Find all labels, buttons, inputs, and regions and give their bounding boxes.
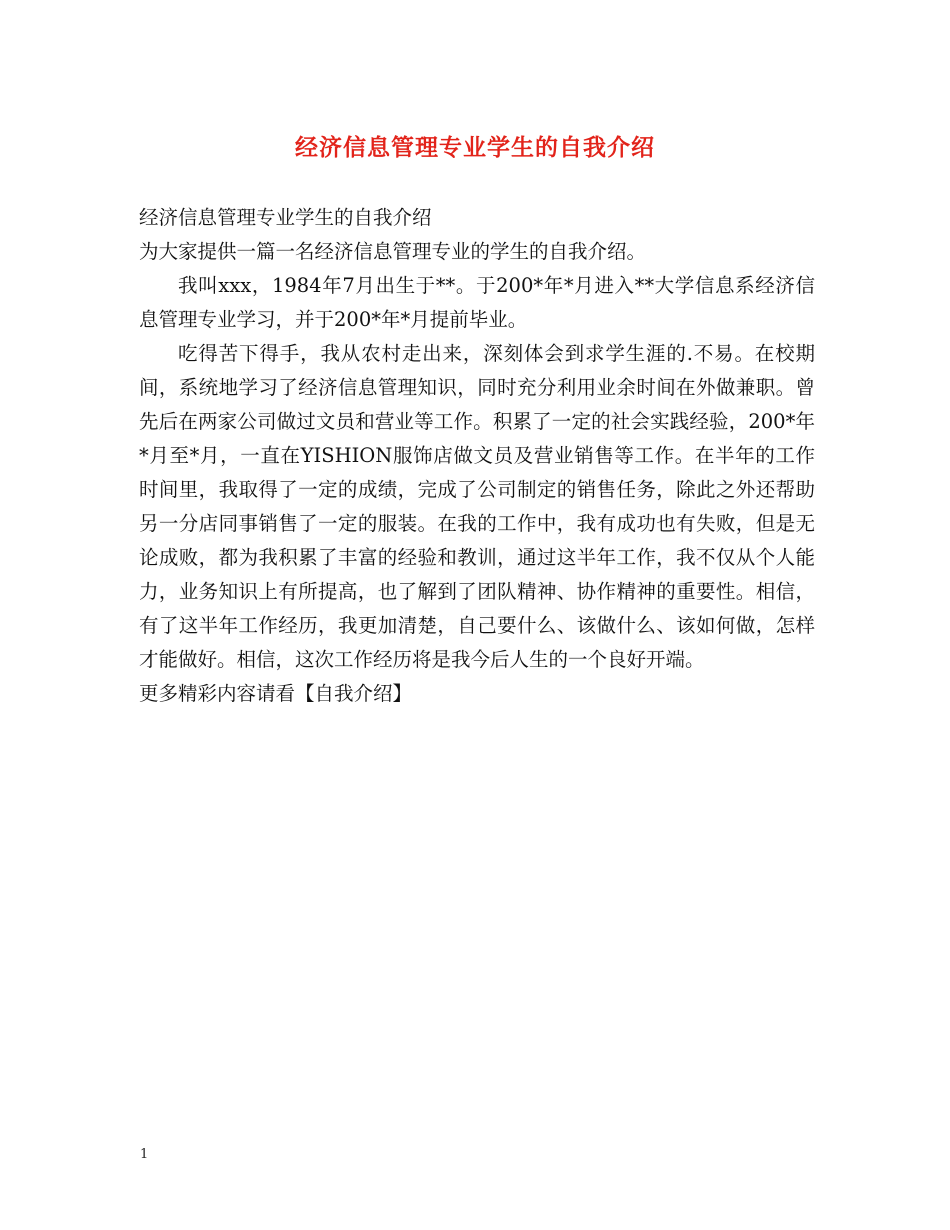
- document-body: [139, 201, 815, 711]
- personal-info-paragraph: 我叫xxx，1984年7月出生于**。于200*年*月进入**大学信息系经济信息管理专业学习，并于200*年*月提前毕业。: [139, 274, 815, 331]
- more-content-link[interactable]: 更多精彩内容请看【自我介绍】: [139, 682, 413, 705]
- intro-paragraph: 为大家提供一篇一名经济信息管理专业的学生的自我介绍。: [139, 240, 647, 263]
- document-title: 经济信息管理专业学生的自我介绍: [295, 134, 655, 161]
- subtitle-paragraph: 经济信息管理专业学生的自我介绍: [139, 206, 432, 229]
- experience-paragraph: 吃得苦下得手，我从农村走出来，深刻体会到求学生涯的.不易。在校期间，系统地学习了经济信息管理知识，同时充分利用业余时间在外做兼职。曾先后在两家公司做过文员和营业等工作。积累了一定的社会实践经验，200*年*月至*月，一直在YISHION服饰店做文员及营业销售等工作。在半年的工作时间里，我取得了一定的成绩，完成了公司制定的销售任务，除此之外还帮助另一分店同事销售了一定的服装。在我的工作中，我有成功也有失败，但是无论成败，都为我积累了丰富的经验和教训，通过这半年工作，我不仅从个人能力，业务知识上有所提高，也了解到了团队精神、协作精神的重要性。相信，有了这半年工作经历，我更加清楚，自己要什么、该做什么、该如何做，怎样才能做好。相信，这次工作经历将是我今后人生的一个良好开端。: [139, 342, 815, 671]
- page-number: 1: [140, 1147, 149, 1162]
